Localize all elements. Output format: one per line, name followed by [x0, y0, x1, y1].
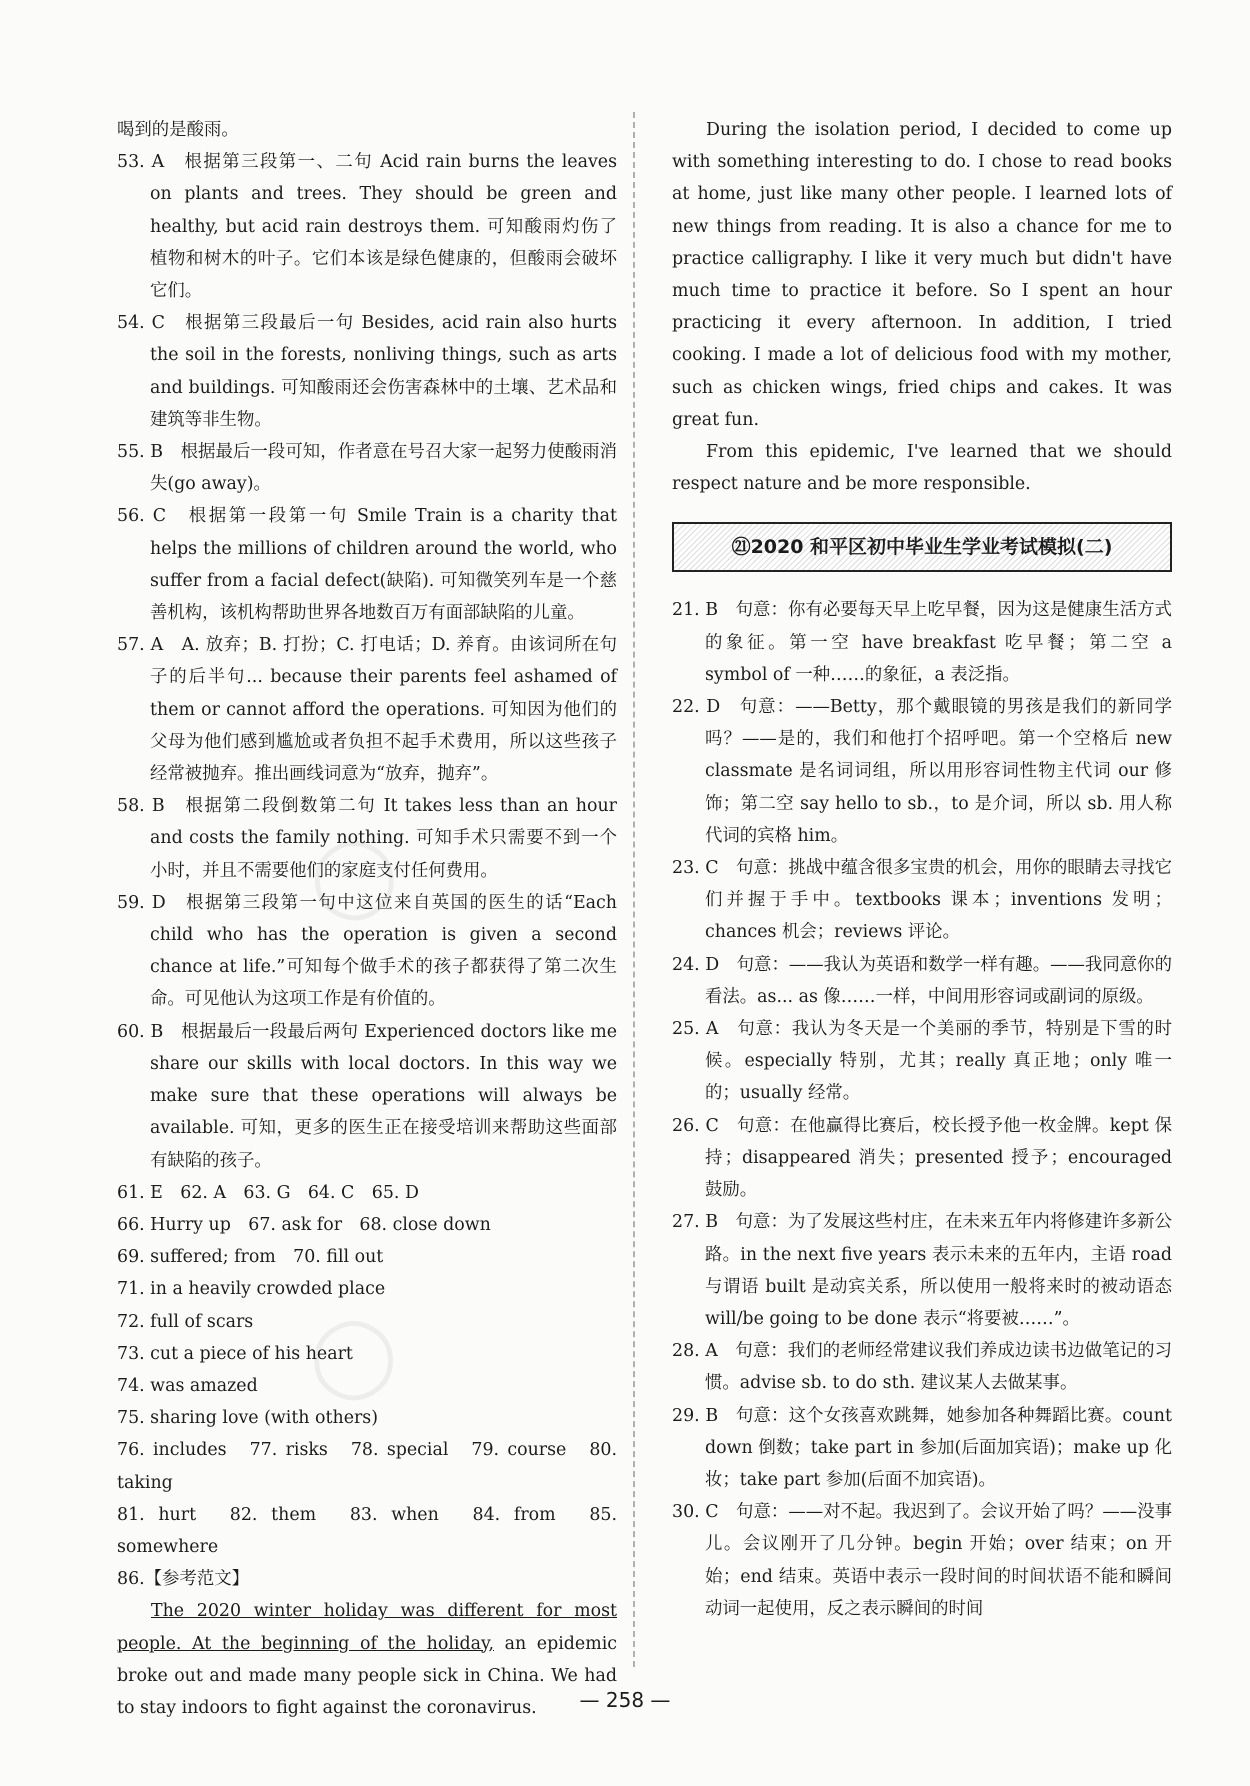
page-number: — 258 —	[579, 1688, 671, 1712]
answer-21: 21. B 句意：你有必要每天早上吃早餐，因为这是健康生活方式的象征。第一空 have breakfast 吃早餐；第二空 a symbol of 一种……的象征，a 表泛指。	[672, 600, 1172, 685]
answer-71: 71. in a heavily crowded place	[117, 1279, 386, 1300]
essay-paragraph-3: From this epidemic, I've learned that we should respect nature and be more responsible.	[672, 442, 1172, 495]
answer-60: 60. B 根据最后一段最后两句 Experienced doctors like me share our skills with local doctors. In this way we make sure that these operations will always be available. 可知，更多的医生正在接受培训来帮助这些面部有缺陷的孩子。	[117, 1021, 617, 1171]
right-column	[672, 114, 1172, 1625]
answer-58: 58. B 根据第二段倒数第二句 It takes less than an hour and costs the family nothing. 可知手术只需要不到一个小时，并且不需要他们的家庭支付任何费用。	[117, 796, 617, 881]
answer-22: 22. D 句意：——Betty，那个戴眼镜的男孩是我们的新同学吗？——是的，我们和他打个招呼吧。第一个空格后 new classmate 是名词词组，所以用形容词性物主代词 our 修饰；第二空 say hello to sb.，to 是介词，所以 sb. 用人称代词的宾格 him。	[672, 697, 1172, 846]
answer-26: 26. C 句意：在他赢得比赛后，校长授予他一枚金牌。kept 保持；disappeared 消失；presented 授予；encouraged 鼓励。	[672, 1115, 1172, 1201]
answer-76-80: 76. includes 77. risks 78. special 79. course 80. taking	[117, 1440, 617, 1493]
section-title: ㉑2020 和平区初中毕业生学业考试模拟(二)	[731, 536, 1113, 559]
left-column	[117, 114, 617, 1724]
answer-30: 30. C 句意：——对不起。我迟到了。会议开始了吗？——没事儿。会议刚开了几分钟。begin 开始；over 结束；on 开始；end 结束。英语中表示一段时间的时间状语不能和瞬间动词一起使用，反之表示瞬间的时间	[672, 1502, 1172, 1619]
answer-81-85: 81. hurt 82. them 83. when 84. from 85. somewhere	[117, 1504, 617, 1557]
answer-56: 56. C 根据第一段第一句 Smile Train is a charity that helps the millions of children around the world, who suffer from a facial defect(缺陷). 可知微笑列车是一个慈善机构，该机构帮助世界各地数百万有面部缺陷的儿童。	[117, 506, 617, 624]
answer-61-65: 61. E 62. A 63. G 64. C 65. D	[117, 1182, 419, 1203]
answer-28: 28. A 句意：我们的老师经常建议我们养成边读书边做笔记的习惯。advise sb. to do sth. 建议某人去做某事。	[672, 1341, 1172, 1394]
answer-72: 72. full of scars	[117, 1311, 254, 1332]
answer-27: 27. B 句意：为了发展这些村庄，在未来五年内将修建许多新公路。in the next five years 表示未来的五年内，主语 road 与谓语 built 是动宾关系，所以使用一般将来时的被动语态 will/be going to be done 表示“将要被……”。	[672, 1212, 1172, 1329]
essay-underlined-text: The 2020 winter holiday was different for most people. At the beginning of the holiday,	[117, 1601, 617, 1654]
answer-23: 23. C 句意：挑战中蕴含很多宝贵的机会，用你的眼睛去寻找它们并握于手中。textbooks 课本；inventions 发明；chances 机会；reviews 评论。	[672, 858, 1172, 943]
answer-75: 75. sharing love (with others)	[117, 1408, 379, 1429]
answer-74: 74. was amazed	[117, 1375, 258, 1396]
text-line: 喝到的是酸雨。	[117, 120, 239, 140]
essay-paragraph-2: During the isolation period, I decided to come up with something interesting to do. I chose to read books at home, just like many other people. I learned lots of new things from reading. It is also a chance for me to practice calligraphy. I like it very much but didn't have much time to practice it before. So I spent an hour practicing it every afternoon. In addition, I tried cooking. I made a lot of delicious food with my mother, such as chicken wings, fried chips and cakes. It was great fun.	[672, 120, 1172, 430]
essay-text: an epidemic broke out and made many people sick in China. We had to stay indoors to fight against the coronavirus.	[117, 1633, 618, 1718]
answer-59: 59. D 根据第三段第一句中这位来自英国的医生的话“Each child who has the operation is given a second chance at life.”可知每个做手术的孩子都获得了第二次生命。可见他认为这项工作是有价值的。	[117, 892, 617, 1010]
answer-73: 73. cut a piece of his heart	[117, 1343, 353, 1364]
answer-25: 25. A 句意：我认为冬天是一个美丽的季节，特别是下雪的时候。especially 特别，尤其；really 真正地；only 唯一的；usually 经常。	[672, 1019, 1172, 1104]
column-divider	[633, 112, 635, 1667]
section-header	[672, 522, 1172, 572]
answer-69-70: 69. suffered; from 70. fill out	[117, 1247, 384, 1268]
answer-29: 29. B 句意：这个女孩喜欢跳舞，她参加各种舞蹈比赛。count down 倒数；take part in 参加(后面加宾语)；make up 化妆；take part 参加(后面不加宾语)。	[672, 1405, 1172, 1490]
answer-57: 57. A A. 放弃；B. 打扮；C. 打电话；D. 养育。由该词所在句子的后半句... because their parents feel ashamed of them or cannot afford the operations. 可知因为他们的父母为他们感到尴尬或者负担不起手术费用，所以这些孩子经常被抛弃。推出画线词意为“放弃，抛弃”。	[117, 635, 617, 785]
watermark: ◯	[310, 1310, 398, 1400]
answer-54: 54. C 根据第三段最后一句 Besides, acid rain also hurts the soil in the forests, nonliving things, such as arts and buildings. 可知酸雨还会伤害森林中的土壤、艺术品和建筑等非生物。	[117, 313, 617, 430]
answer-55: 55. B 根据最后一段可知，作者意在号召大家一起努力使酸雨消失(go away)。	[117, 442, 617, 495]
answer-53: 53. A 根据第三段第一、二句 Acid rain burns the leaves on plants and trees. They should be green and healthy, but acid rain destroys them. 可知酸雨灼伤了植物和树木的叶子。它们本该是绿色健康的，但酸雨会破坏它们。	[117, 152, 617, 302]
answer-66-68: 66. Hurry up 67. ask for 68. close down	[117, 1214, 491, 1235]
answer-86-heading: 86.【参考范文】	[117, 1569, 250, 1590]
watermark: ◯	[305, 825, 402, 925]
answer-24: 24. D 句意：——我认为英语和数学一样有趣。——我同意你的看法。as... as 像……一样，中间用形容词或副词的原级。	[672, 954, 1172, 1007]
